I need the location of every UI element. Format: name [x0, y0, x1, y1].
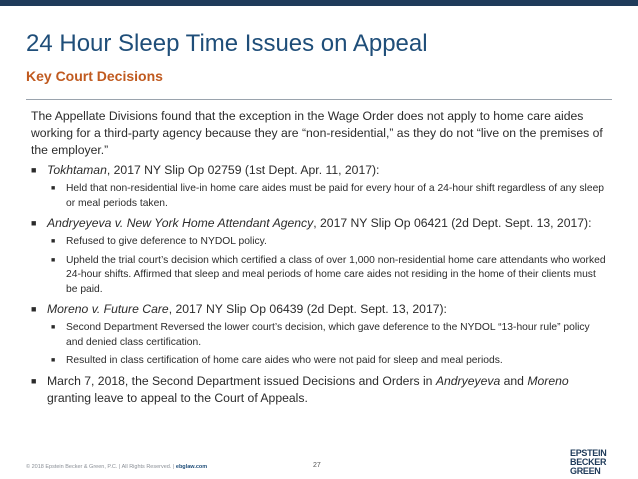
square-bullet-icon: ■: [31, 304, 37, 314]
case-point: [31, 182, 606, 211]
intro-paragraph: The Appellate Divisions found that the exception in the Wage Order does not apply to home care aides working for a third-party agency because they are “non-residential,” as they do not “live on the premises of the employer.”: [31, 109, 603, 157]
logo-line: GREEN: [570, 466, 601, 476]
final-bullet: [31, 373, 606, 407]
case-bullet-moreno: [31, 301, 606, 318]
square-bullet-icon: ■: [31, 375, 37, 386]
case-citation: , 2017 NY Slip Op 06421 (2d Dept. Sept. 13, 2017):: [313, 216, 592, 230]
case-point-text: Second Department Reversed the lower court’s decision, which gave deference to the NYDOL “13-hour rule” policy and denied class certification.: [66, 322, 590, 348]
case-point: [31, 354, 606, 369]
square-bullet-icon: ■: [51, 238, 56, 245]
slide-subtitle: Key Court Decisions: [26, 68, 163, 84]
case-point: [31, 235, 606, 250]
title-divider: [26, 99, 612, 100]
case-point-text: Refused to give deference to NYDOL policy.: [66, 236, 267, 247]
case-name: Moreno v. Future Care: [47, 302, 169, 316]
final-text-part: and: [500, 373, 528, 388]
case-bullet-tokhtaman: [31, 162, 606, 179]
final-text-part: March 7, 2018, the Second Department issued Decisions and Orders in: [47, 373, 436, 388]
square-bullet-icon: ■: [51, 324, 56, 331]
final-text-part: granting leave to appeal to the Court of Appeals.: [47, 390, 308, 405]
case-bullet-andryeyeva: [31, 215, 606, 232]
square-bullet-icon: ■: [51, 256, 56, 264]
case-name: Andryeyeva v. New York Home Attendant Agency: [47, 216, 314, 230]
footer-copyright: [26, 464, 207, 470]
logo-line: EPSTEIN: [570, 448, 607, 458]
firm-logo: [570, 449, 618, 476]
case-point-text: Upheld the trial court’s decision which certified a class of over 1,000 non-residential home care attendants who worked 24-hour shifts. Affirmed that sleep and meal periods of home care aides not residing in the home of their clients must be paid.: [66, 254, 606, 295]
copyright-text: © 2018 Epstein Becker & Green, P.C. | All Rights Reserved. |: [26, 464, 175, 470]
case-point-text: Resulted in class certification of home care aides who were not paid for sleep and meal periods.: [66, 355, 503, 366]
case-point: [31, 321, 606, 350]
case-point-text: Held that non-residential live-in home care aides must be paid for every hour of a 24-hour shift regardless of any sleep or meal periods taken.: [66, 183, 605, 209]
square-bullet-icon: ■: [31, 165, 37, 175]
case-citation: , 2017 NY Slip Op 06439 (2d Dept. Sept. 13, 2017):: [168, 302, 447, 316]
case-point: [31, 254, 606, 298]
slide-title: 24 Hour Sleep Time Issues on Appeal: [26, 30, 428, 57]
case-name: Moreno: [527, 373, 569, 388]
page-number: 27: [313, 462, 321, 469]
case-name: Tokhtaman: [47, 163, 107, 177]
case-citation: , 2017 NY Slip Op 02759 (1st Dept. Apr. 11, 2017):: [106, 163, 380, 177]
logo-line: BECKER: [570, 457, 607, 467]
square-bullet-icon: ■: [51, 185, 56, 192]
square-bullet-icon: ■: [51, 357, 56, 364]
square-bullet-icon: ■: [31, 218, 37, 228]
case-name: Andryeyeva: [435, 373, 501, 388]
slide-content: [31, 108, 606, 409]
top-accent-bar: [0, 0, 638, 6]
footer-site-link[interactable]: ebglaw.com: [175, 464, 208, 470]
